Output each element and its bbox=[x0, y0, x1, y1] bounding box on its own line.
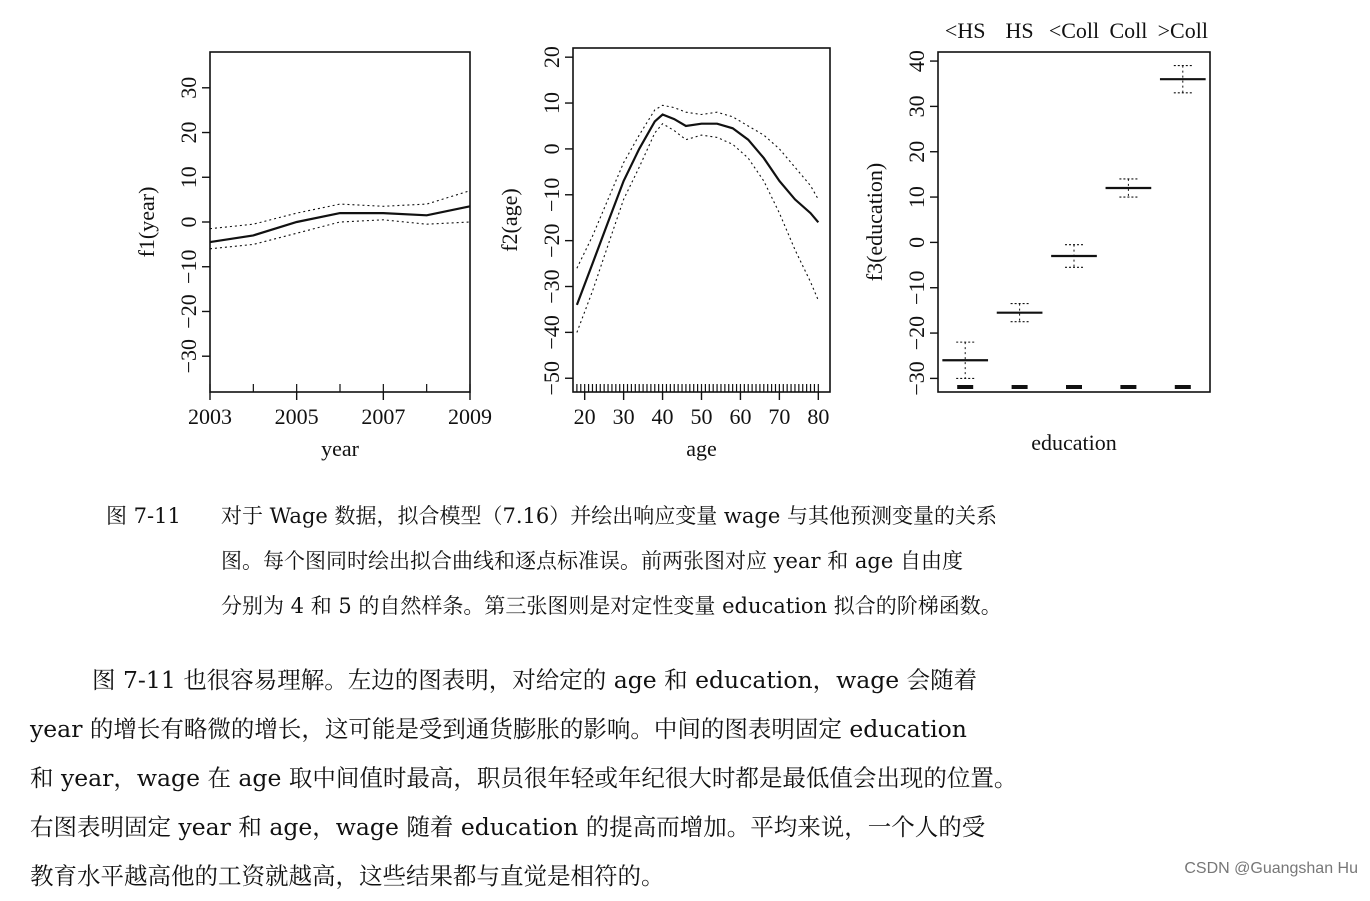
caption-line: 对于 Wage 数据，拟合模型（7.16）并绘出响应变量 wage 与其他预测变量的关系 bbox=[221, 504, 997, 528]
plot-frame bbox=[210, 52, 470, 392]
panel-age bbox=[497, 46, 830, 461]
y-tick-label: −10 bbox=[176, 249, 201, 284]
y-tick-label: −30 bbox=[176, 338, 201, 374]
x-axis-label: age bbox=[686, 436, 717, 461]
category-label: <Coll bbox=[1048, 18, 1100, 43]
body-line: 图 7-11 也很容易理解。左边的图表明，对给定的 age 和 education，wage 会随着 bbox=[92, 666, 978, 694]
x-tick-label: 2003 bbox=[188, 404, 232, 429]
y-tick-label: 20 bbox=[539, 46, 564, 69]
x-tick-label: 60 bbox=[729, 404, 752, 429]
y-tick-label: 40 bbox=[904, 50, 929, 73]
se-band-lower bbox=[577, 124, 818, 333]
se-band-lower bbox=[210, 220, 470, 249]
y-tick-label: −30 bbox=[904, 361, 929, 396]
y-tick-label: 30 bbox=[176, 76, 201, 99]
y-tick-label: −10 bbox=[539, 177, 564, 212]
x-axis-label: education bbox=[1031, 430, 1117, 455]
body-line: year 的增长有略微的增长，这可能是受到通货膨胀的影响。中间的图表明固定 education bbox=[30, 715, 967, 743]
x-tick-label: 2009 bbox=[448, 404, 492, 429]
watermark: CSDN @Guangshan Hu bbox=[1184, 860, 1358, 877]
category-label: Coll bbox=[1109, 18, 1148, 43]
y-tick-label: 20 bbox=[176, 121, 201, 144]
body-line: 和 year，wage 在 age 取中间值时最高，职员很年轻或年纪很大时都是最低值会出现的位置。 bbox=[30, 764, 1018, 792]
x-tick-label: 50 bbox=[690, 404, 713, 429]
y-tick-label: 20 bbox=[904, 140, 929, 163]
plot-frame bbox=[573, 48, 830, 392]
y-tick-label: −40 bbox=[539, 315, 564, 350]
caption-line: 图。每个图同时绘出拟合曲线和逐点标准误。前两张图对应 year 和 age 自由度 bbox=[221, 549, 963, 573]
y-tick-label: 0 bbox=[904, 236, 929, 248]
x-tick-label: 30 bbox=[612, 404, 635, 429]
y-axis-label: f2(age) bbox=[497, 188, 522, 252]
x-axis-label: year bbox=[321, 436, 359, 461]
x-tick-label: 2005 bbox=[274, 404, 319, 429]
y-axis-label: f3(education) bbox=[862, 162, 887, 282]
caption-label: 图 7-11 bbox=[106, 504, 181, 528]
y-tick-label: −20 bbox=[176, 294, 201, 329]
caption-line: 分别为 4 和 5 的自然样条。第三张图则是对定性变量 education 拟合的阶梯函数。 bbox=[221, 594, 1002, 618]
y-tick-label: −50 bbox=[539, 361, 564, 396]
body-paragraph bbox=[30, 656, 1330, 901]
x-tick-label: 2007 bbox=[361, 404, 406, 429]
plot-frame bbox=[938, 52, 1210, 392]
fitted-curve bbox=[210, 206, 470, 242]
fitted-curve bbox=[577, 115, 818, 305]
x-tick-label: 40 bbox=[651, 404, 674, 429]
x-tick-label: 20 bbox=[573, 404, 596, 429]
y-tick-label: −20 bbox=[904, 315, 929, 351]
y-tick-label: 0 bbox=[176, 216, 201, 228]
x-tick-label: 70 bbox=[768, 404, 791, 429]
y-tick-label: −20 bbox=[539, 223, 564, 258]
y-tick-label: −10 bbox=[904, 270, 929, 305]
y-tick-label: 30 bbox=[904, 95, 929, 118]
y-tick-label: −30 bbox=[539, 269, 564, 304]
se-band-upper bbox=[210, 191, 470, 229]
y-tick-label: 0 bbox=[539, 143, 564, 155]
category-label: <HS bbox=[944, 18, 986, 43]
y-tick-label: 10 bbox=[539, 92, 564, 115]
x-tick-label: 80 bbox=[807, 404, 830, 429]
se-band-upper bbox=[577, 105, 818, 268]
body-line: 右图表明固定 year 和 age，wage 随着 education 的提高而增加。平均来说，一个人的受 bbox=[30, 813, 986, 841]
body-line: 教育水平越高他的工资就越高，这些结果都与直觉是相符的。 bbox=[30, 862, 665, 890]
panel-education bbox=[862, 18, 1210, 455]
category-label: HS bbox=[1005, 18, 1034, 43]
category-label: >Coll bbox=[1157, 18, 1208, 43]
y-tick-label: 10 bbox=[176, 166, 201, 189]
y-tick-label: 10 bbox=[904, 186, 929, 209]
caption-text bbox=[221, 494, 1251, 629]
y-axis-label: f1(year) bbox=[134, 186, 159, 258]
panel-year bbox=[134, 52, 492, 461]
